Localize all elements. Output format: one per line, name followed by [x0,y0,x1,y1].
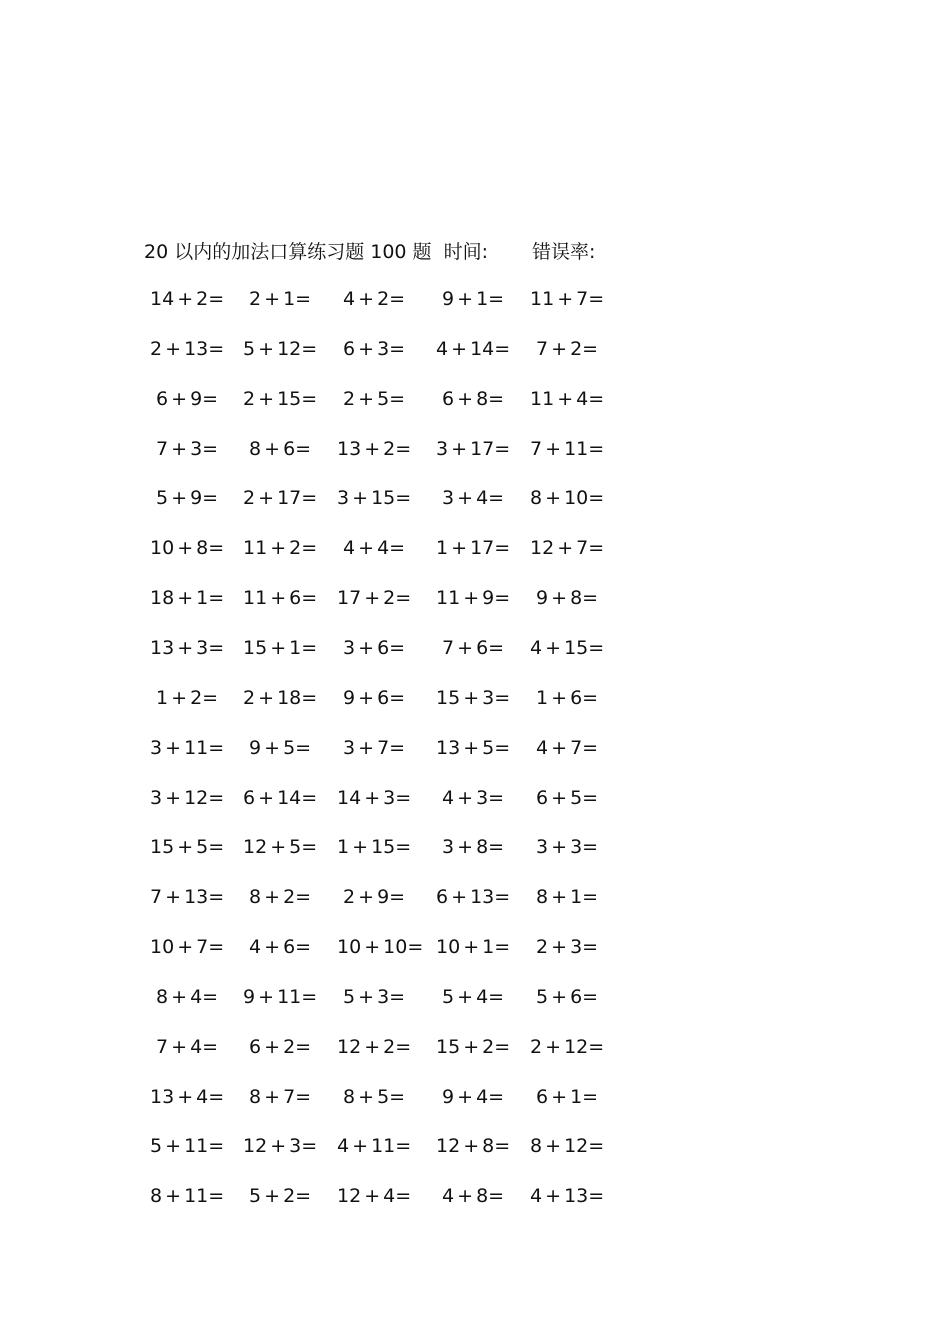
problem-item: 3 + 6= [343,636,406,659]
problem-item: 15 + 1= [243,636,318,659]
problem-item: 5 + 12= [243,337,318,360]
problem-item: 8 + 1= [536,886,599,909]
problem-item: 1 + 6= [536,686,599,709]
problem-item: 10 + 8= [150,537,225,560]
problem-item: 12 + 7= [530,537,605,560]
problem-item: 1 + 15= [337,836,412,859]
problem-item: 11 + 4= [530,387,605,410]
problem-row [0,683,950,713]
problem-item: 18 + 1= [150,587,225,610]
problem-item: 1 + 17= [436,537,511,560]
problem-row [0,334,950,364]
problem-item: 6 + 3= [343,337,406,360]
problem-row [0,384,950,414]
problem-item: 6 + 5= [536,786,599,809]
problem-item: 8 + 11= [150,1185,225,1208]
problem-item: 12 + 8= [436,1135,511,1158]
problem-item: 12 + 5= [243,836,318,859]
problem-item: 7 + 2= [536,337,599,360]
problem-item: 7 + 3= [156,437,219,460]
problem-item: 10 + 10= [337,936,424,959]
problem-item: 4 + 2= [343,288,406,310]
problem-item: 2 + 17= [243,487,318,510]
worksheet-title: 20 以内的加法口算练习题 100 题 [144,240,432,263]
problem-item: 4 + 11= [337,1135,412,1158]
problem-item: 4 + 7= [536,736,599,759]
problem-item: 4 + 15= [530,636,605,659]
problem-item: 5 + 11= [150,1135,225,1158]
problem-item: 4 + 3= [442,786,505,809]
problem-item: 15 + 3= [436,686,511,709]
problem-item: 6 + 1= [536,1085,599,1108]
problem-item: 4 + 13= [530,1185,605,1208]
problem-item: 3 + 12= [150,786,225,809]
problem-item: 9 + 8= [536,587,599,610]
problem-item: 5 + 3= [343,985,406,1008]
problem-item: 2 + 3= [536,936,599,959]
problem-item: 2 + 12= [530,1035,605,1058]
problem-item: 9 + 11= [243,985,318,1008]
problem-item: 7 + 4= [156,1035,219,1058]
problem-item: 9 + 4= [442,1085,505,1108]
problem-item: 14 + 3= [337,786,412,809]
problem-row [0,1032,950,1062]
problem-item: 8 + 6= [249,437,312,460]
problem-item: 9 + 5= [249,736,312,759]
problem-row [0,583,950,613]
problem-item: 4 + 6= [249,936,312,959]
problem-row [0,284,950,314]
problem-item: 11 + 2= [243,537,318,560]
problem-item: 9 + 1= [442,288,505,310]
problem-row [0,832,950,862]
problem-item: 14 + 2= [150,288,225,310]
problem-item: 4 + 4= [343,537,406,560]
problem-item: 6 + 9= [156,387,219,410]
problem-item: 11 + 6= [243,587,318,610]
problem-item: 3 + 15= [337,487,412,510]
problem-item: 2 + 15= [243,387,318,410]
problem-row [0,982,950,1012]
problem-item: 2 + 5= [343,387,406,410]
problem-item: 3 + 3= [536,836,599,859]
problem-item: 10 + 1= [436,936,511,959]
problem-item: 12 + 3= [243,1135,318,1158]
problem-item: 13 + 3= [150,636,225,659]
problem-item: 1 + 2= [156,686,219,709]
problem-row [0,434,950,464]
problem-item: 13 + 4= [150,1085,225,1108]
problem-item: 7 + 6= [442,636,505,659]
problem-row [0,882,950,912]
problem-item: 5 + 9= [156,487,219,510]
problem-row [0,633,950,663]
problem-item: 2 + 1= [249,288,312,310]
problem-item: 6 + 13= [436,886,511,909]
problem-item: 5 + 6= [536,985,599,1008]
problem-item: 13 + 2= [337,437,412,460]
problem-item: 3 + 17= [436,437,511,460]
problem-row [0,533,950,563]
problem-item: 5 + 4= [442,985,505,1008]
problem-item: 8 + 5= [343,1085,406,1108]
problem-item: 3 + 8= [442,836,505,859]
problem-item: 5 + 2= [249,1185,312,1208]
problem-item: 2 + 13= [150,337,225,360]
problem-item: 15 + 2= [436,1035,511,1058]
problem-item: 15 + 5= [150,836,225,859]
problem-item: 17 + 2= [337,587,412,610]
problem-item: 4 + 8= [442,1185,505,1208]
problem-item: 3 + 11= [150,736,225,759]
problem-item: 8 + 4= [156,985,219,1008]
time-label: 时间: [443,240,488,263]
problem-item: 10 + 7= [150,936,225,959]
problem-row [0,733,950,763]
problem-item: 8 + 10= [530,487,605,510]
problem-row [0,783,950,813]
problem-item: 7 + 11= [530,437,605,460]
problem-item: 12 + 4= [337,1185,412,1208]
problem-row [0,932,950,962]
problem-item: 7 + 13= [150,886,225,909]
problem-item: 3 + 4= [442,487,505,510]
problem-row [0,1082,950,1112]
problem-item: 11 + 9= [436,587,511,610]
problem-item: 4 + 14= [436,337,511,360]
problem-item: 9 + 6= [343,686,406,709]
problem-item: 13 + 5= [436,736,511,759]
problem-item: 6 + 14= [243,786,318,809]
problem-item: 12 + 2= [337,1035,412,1058]
problem-item: 6 + 8= [442,387,505,410]
problem-item: 8 + 2= [249,886,312,909]
problem-row [0,1181,950,1211]
problem-item: 8 + 12= [530,1135,605,1158]
problem-item: 2 + 18= [243,686,318,709]
problem-row [0,483,950,513]
problem-row [0,1131,950,1161]
problem-item: 11 + 7= [530,288,605,310]
error-rate-label: 错误率: [531,240,596,263]
problem-item: 3 + 7= [343,736,406,759]
problem-item: 6 + 2= [249,1035,312,1058]
problem-item: 8 + 7= [249,1085,312,1108]
problem-item: 2 + 9= [343,886,406,909]
